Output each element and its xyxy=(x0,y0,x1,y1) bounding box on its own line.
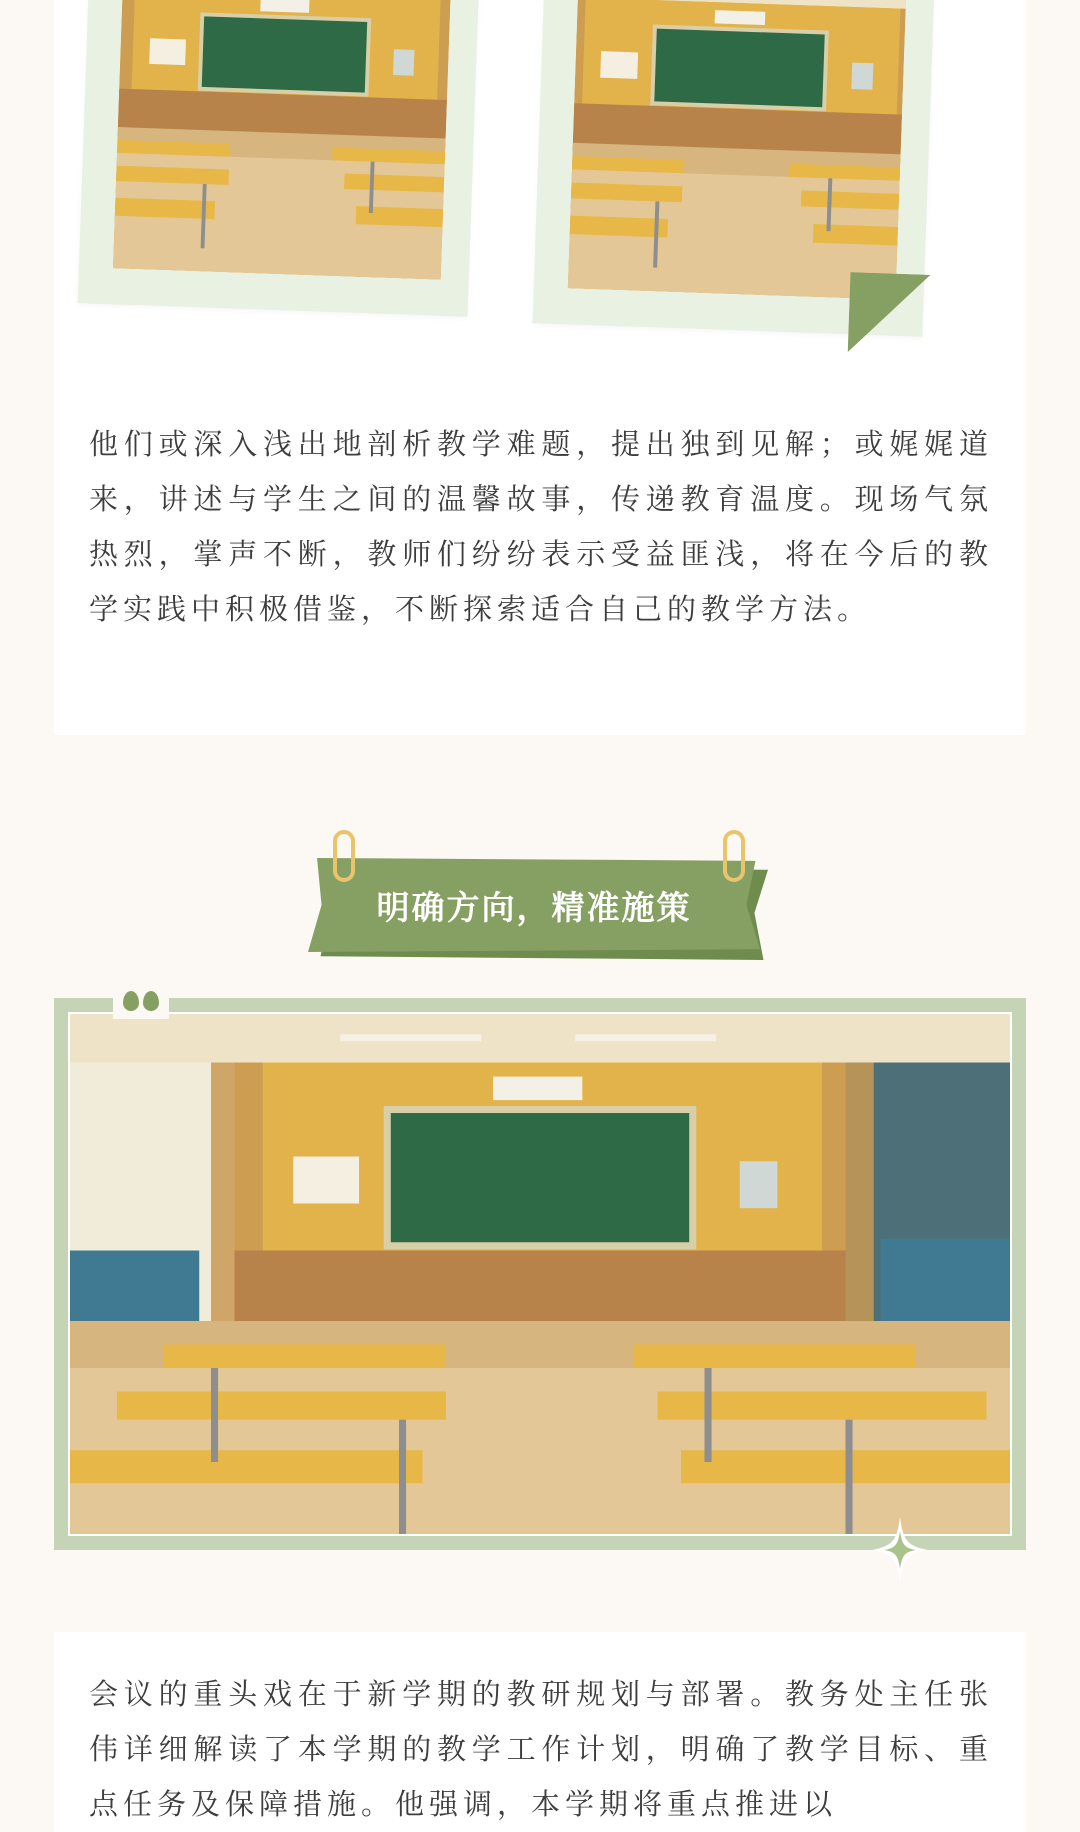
main-photo-frame xyxy=(54,998,1026,1550)
photo-frame-right xyxy=(532,0,935,337)
photo-frame-left xyxy=(78,0,481,317)
content-card-top xyxy=(54,0,1026,735)
sparkle-icon xyxy=(872,1517,928,1583)
classroom-photo-main xyxy=(68,1012,1012,1536)
section-title-banner xyxy=(308,830,772,966)
section-title: 明确方向，精准施策 xyxy=(376,887,692,927)
quote-icon xyxy=(113,983,169,1019)
classroom-photo-left xyxy=(113,0,452,280)
section2-paragraph: 会议的重头戏在于新学期的教研规划与部署。教务处主任张伟详细解读了本学期的教学工作计划，明确了教学目标、重点任务及保障措施。他强调，本学期将重点推进以 xyxy=(89,1677,993,1821)
clip-icon-right xyxy=(723,830,745,882)
classroom-photo-right xyxy=(568,0,908,300)
content-card-bottom xyxy=(54,1632,1026,1832)
clip-icon-left xyxy=(333,830,355,882)
corner-fold-right xyxy=(848,272,931,355)
section1-paragraph: 他们或深入浅出地剖析教学难题，提出独到见解；或娓娓道来，讲述与学生之间的温馨故事，传递教育温度。现场气氛热烈，掌声不断，教师们纷纷表示受益匪浅，将在今后的教学实践中积极借鉴，不断探索适合自己的教学方法。 xyxy=(89,427,993,626)
